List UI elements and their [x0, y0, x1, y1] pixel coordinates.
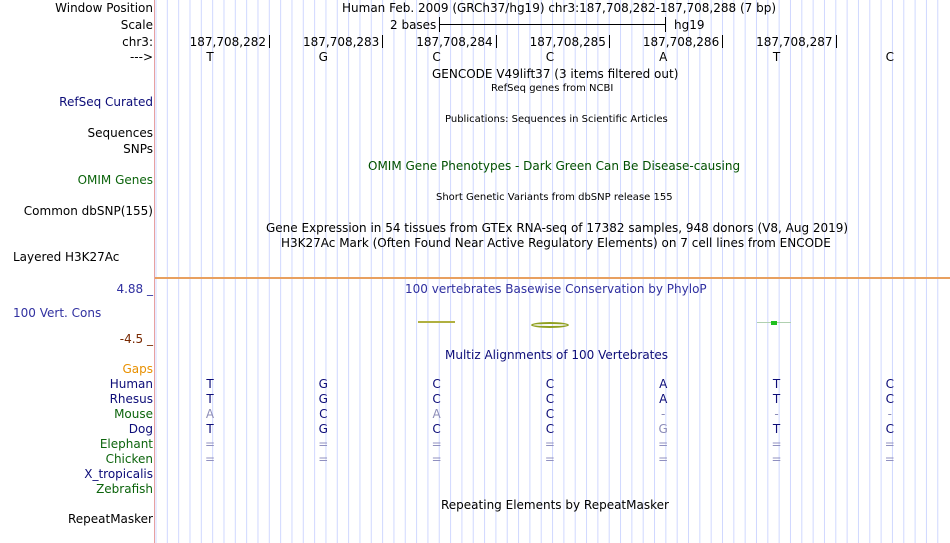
window-position-text: Human Feb. 2009 (GRCh37/hg19) chr3:187,708,282-187,708,288 (7 bp)	[342, 1, 777, 15]
alignment-base: C	[885, 392, 894, 406]
h3k27ac-track-title[interactable]: H3K27Ac Mark (Often Found Near Active Regulatory Elements) on 7 cell lines from ENCODE	[281, 236, 831, 250]
omim-track-title[interactable]: OMIM Gene Phenotypes - Dark Green Can Be Disease-causing	[368, 159, 741, 173]
gaps-label: Gaps	[122, 362, 153, 376]
track-group-divider	[155, 277, 950, 279]
alignment-base: -	[661, 407, 666, 421]
publications-track-title[interactable]: Publications: Sequences in Scientific Articles	[445, 114, 668, 125]
alignment-base: =	[884, 452, 895, 466]
coordinate-label: 187,708,287	[756, 35, 833, 49]
alignment-base: C	[545, 422, 555, 436]
alignment-base: C	[319, 407, 328, 421]
alignment-base: G	[318, 377, 328, 391]
alignment-base: G	[658, 422, 668, 436]
species-label: Elephant	[99, 437, 153, 451]
coordinate-label: 187,708,285	[529, 35, 606, 49]
alignment-base: C	[885, 377, 894, 391]
species-label: Chicken	[105, 452, 153, 466]
h3k27ac-track-label[interactable]: Layered H3K27Ac	[13, 250, 120, 264]
alignment-base: T	[206, 392, 214, 406]
snps-track-label[interactable]: SNPs	[123, 142, 153, 156]
alignment-base: C	[432, 377, 441, 391]
coordinate-tick	[722, 35, 723, 48]
alignment-base: =	[318, 437, 329, 451]
gtex-track-title[interactable]: Gene Expression in 54 tissues from GTEx RNA-seq of 17382 samples, 948 donors (V8, Aug 2019)	[266, 221, 849, 235]
scale-bar	[440, 24, 666, 25]
scale-label: Scale	[120, 18, 153, 32]
phylop-max-value: 4.88 _	[116, 282, 153, 296]
coordinate-tick	[496, 35, 497, 48]
chrom-label: chr3:	[122, 35, 153, 49]
reference-base: G	[318, 50, 328, 64]
alignment-base: A	[659, 377, 668, 391]
alignment-base: T	[772, 377, 781, 391]
alignment-base: -	[887, 407, 892, 421]
alignment-base: -	[774, 407, 779, 421]
coordinate-label: 187,708,286	[642, 35, 720, 49]
refseq-track-title[interactable]: RefSeq genes from NCBI	[491, 83, 614, 94]
sequences-track-label[interactable]: Sequences	[87, 126, 153, 140]
alignment-base: =	[318, 452, 329, 466]
alignment-base: G	[318, 392, 328, 406]
species-label: Dog	[128, 422, 153, 436]
alignment-base: A	[205, 407, 215, 421]
multiz-track-title[interactable]: Multiz Alignments of 100 Vertebrates	[445, 348, 669, 362]
alignment-base: A	[659, 392, 668, 406]
phylop-mark-1	[418, 321, 455, 323]
coordinate-tick	[609, 35, 610, 48]
reference-base: C	[885, 50, 894, 64]
alignment-base: C	[545, 377, 555, 391]
alignment-base: =	[884, 437, 895, 451]
coordinate-label: 187,708,283	[302, 35, 380, 49]
alignment-base: =	[544, 452, 555, 466]
phylop-min-value: -4.5 _	[119, 332, 153, 346]
coordinate-label: 187,708,282	[189, 35, 266, 49]
alignment-base: T	[206, 422, 214, 436]
image-left-edge	[154, 0, 155, 543]
alignment-base: =	[431, 452, 442, 466]
reference-base: C	[545, 50, 555, 64]
omim-track-label[interactable]: OMIM Genes	[77, 173, 153, 187]
alignment-base: =	[204, 437, 216, 451]
alignment-base: C	[545, 392, 555, 406]
species-label: Mouse	[114, 407, 153, 421]
species-label: X_tropicalis	[84, 467, 153, 481]
alignment-base: G	[318, 422, 328, 436]
phylop-track-label[interactable]: 100 Vert. Cons	[13, 306, 102, 320]
alignment-base: =	[431, 437, 442, 451]
alignment-base: =	[204, 452, 216, 466]
coordinate-tick	[382, 35, 383, 48]
alignment-base: T	[206, 377, 214, 391]
alignment-base: C	[432, 392, 441, 406]
alignment-base: T	[772, 422, 781, 436]
phylop-mark-2	[531, 322, 569, 328]
alignment-base: A	[432, 407, 441, 421]
reference-base: C	[432, 50, 441, 64]
window-position-label: Window Position	[55, 1, 153, 15]
repeatmasker-track-title[interactable]: Repeating Elements by RepeatMasker	[441, 498, 669, 512]
alignment-base: C	[885, 422, 894, 436]
refseq-track-label[interactable]: RefSeq Curated	[59, 95, 153, 109]
repeatmasker-track-label[interactable]: RepeatMasker	[67, 512, 153, 526]
phylop-mark-3	[771, 321, 777, 325]
dbsnp-track-title[interactable]: Short Genetic Variants from dbSNP release 155	[436, 192, 673, 203]
scale-bar-right-tick	[665, 17, 666, 32]
reference-base: A	[659, 50, 668, 64]
coordinate-tick	[269, 35, 270, 48]
alignment-base: =	[658, 452, 669, 466]
phylop-track-title[interactable]: 100 vertebrates Basewise Conservation by PhyloP	[405, 282, 707, 296]
alignment-base: C	[432, 422, 441, 436]
alignment-base: =	[771, 437, 782, 451]
scale-assembly: hg19	[674, 18, 705, 32]
species-label: Zebrafish	[96, 482, 153, 496]
scale-text: 2 bases	[390, 18, 437, 32]
alignment-base: =	[658, 437, 669, 451]
species-label: Rhesus	[109, 392, 153, 406]
reference-base: T	[772, 50, 781, 64]
reference-base: T	[206, 50, 214, 64]
gencode-track-title[interactable]: GENCODE V49lift37 (3 items filtered out)	[432, 67, 679, 81]
alignment-base: T	[772, 392, 781, 406]
strand-label[interactable]: --->	[129, 50, 153, 64]
dbsnp-track-label[interactable]: Common dbSNP(155)	[23, 204, 153, 218]
alignment-base: =	[771, 452, 782, 466]
species-label: Human	[109, 377, 153, 391]
coordinate-tick	[836, 35, 837, 48]
alignment-base: =	[544, 437, 555, 451]
coordinate-label: 187,708,284	[416, 35, 493, 49]
scale-bar-left-tick	[439, 17, 440, 32]
alignment-base: C	[545, 407, 555, 421]
